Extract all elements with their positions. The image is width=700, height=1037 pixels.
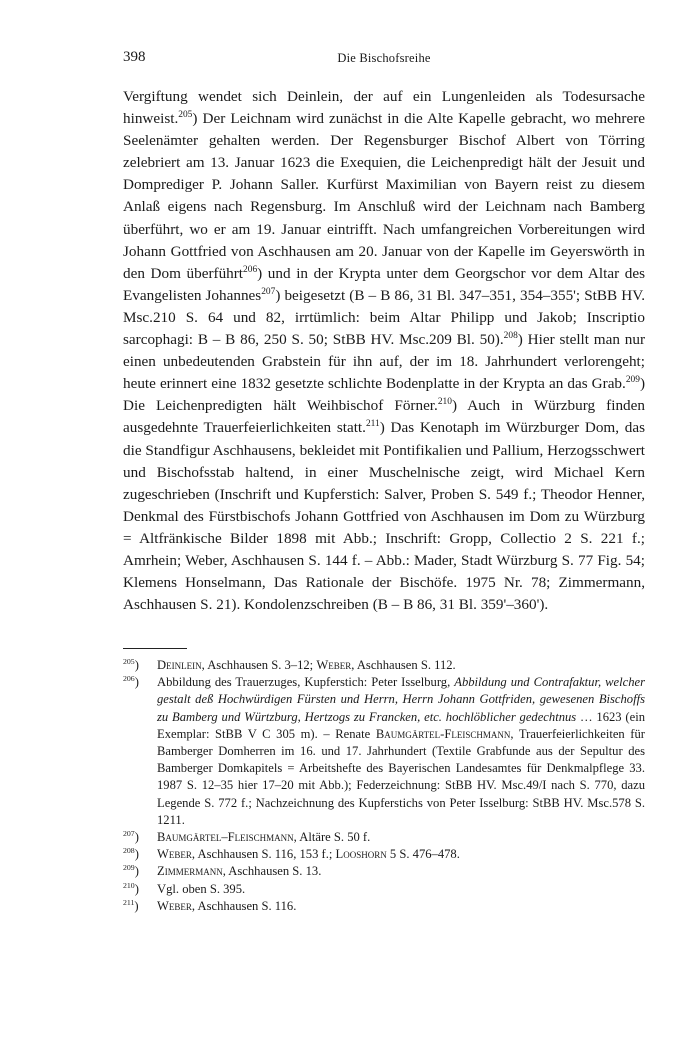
text-segment: ) Hier stellt man nur einen unbedeutenden Grabstein für ihn auf, der im 18. Jahrhundert verlorengeht; heute erinnert eine 1832 gesetzte schlichte Bodenplatte in der Krypta an das Grab. — [123, 331, 646, 393]
footnote-205 — [123, 657, 645, 674]
footnote-text: Abbildung des Trauerzuges, Kupferstich: Peter Isselburg, Abbildung und Contrafaktur, welcher gestalt deß Hochwürdigen Fürsten und Herrn, Herrn Johann Gottfriden, gewesenen Bischoffs zu Bamberg und Würtzburg, Hertzogs zu Francken, etc. hochlöblicher gedechtnus … 1623 (ein Exemplar: StBB V C 305 m). – Renate Baumgärtel-Fleischmann, Trauerfeierlichkeiten für Bamberger Domherren im 16. und 17. Jahrhundert (Textile Grabfunde aus der Sepultur des Bamberger Domkapitels = Arbeitshefte des Bayerischen Landesamtes für Denkmalpflege 33. 1987 S. 12–35 hier 17–20 mit Abb.); Federzeichnung: StBB HV. Msc.49/I nach S. 770, dazu Legende S. 772 f.; Nachzeichnung des Kupferstichs von Peter Isselburg: StBB HV. Msc.578 S. 1211. — [157, 675, 645, 827]
footnote-text: Deinlein, Aschhausen S. 3–12; Weber, Aschhausen S. 112. — [157, 658, 456, 672]
text-segment: ) Das Kenotaph im Würzburger Dom, das die Standfigur Aschhausens, bekleidet mit Pontifikalien und Pallium, Herzogsschwert und Bischofsstab haltend, in einer Muschelnische zeigt, wird Michael Kern zugeschrieben (Inschrift und Kupferstich: Salver, Proben S. 549 f.; Theodor Henner, Denkmal des Fürstbischofs Johann Gottfried von Aschhausen im Dom zu Würzburg = Altfränkische Bilder 1898 mit Abb.; Inschrift: Gropp, Collectio 2 S. 221 f.; Amrhein; Weber, Aschhausen S. 144 f. – Abb.: Mader, Stadt Würzburg S. 77 Fig. 54; Klemens Honselmann, Das Rationale der Bischöfe. 1975 Nr. 78; Zimmermann, Aschhausen S. 21). Kondolenzschreiben (B – B 86, 31 Bl. 359'–360'). — [123, 419, 645, 614]
footnote-number: $^{210}$) — [123, 880, 139, 896]
footnote-210 — [123, 881, 645, 898]
footnote-number: $^{209}$) — [123, 863, 139, 879]
footnote-ref-209[interactable]: 209 — [625, 375, 640, 386]
footnote-number: $^{208}$) — [123, 846, 139, 862]
footnote-206 — [123, 674, 645, 829]
footnote-209 — [123, 863, 645, 880]
main-text — [123, 86, 645, 616]
footnote-208 — [123, 846, 645, 863]
footnote-ref-207[interactable]: 207 — [261, 286, 276, 297]
footnote-number: $^{205}$) — [123, 656, 139, 672]
footnotes — [123, 657, 645, 915]
text-segment: ) beigesetzt (B – B 86, 31 Bl. 347–351, 354–355'; StBB HV. Msc.210 S. 64 und 82, irrtümlich: beim Altar Philipp und Jakob; Inscriptio sarcophagi: B – B 86, 250 S. 50; StBB HV. Msc.209 Bl. 50). — [123, 286, 646, 349]
text-segment: ) Die Leichenpredigten hält Weihbischof Förner. — [123, 375, 645, 415]
footnote-211 — [123, 898, 645, 915]
footnote-number: $^{211}$) — [123, 897, 139, 913]
text-segment: Vergiftung wendet sich Deinlein, der auf ein Lungenleiden als Todesursache hinweist. — [123, 88, 645, 128]
text-segment: ) Der Leichnam wird zunächst in die Alte Kapelle gebracht, wo mehrere Seelenämter gehalten werden. Der Regensburger Bischof Albert von Törring zelebriert am 13. Januar 1623 die Exequien, die Leichenpredigt hält der Jesuit und Domprediger P. Johann Saller. Kurfürst Maximilian von Bayern reist zu diesem Anlaß eigens nach Regensburg. Im Anschluß wird der Leichnam nach Bamberg überführt, wo er am 19. Januar eintrifft. Nach umfangreichen Vorbereitungen wird Johann Gottfried von Aschhausen am 20. Januar von der Kapelle im Geyerswörth in den Dom überführt — [123, 110, 645, 282]
footnote-ref-205[interactable]: 205 — [178, 110, 193, 121]
footnote-ref-208[interactable]: 208 — [503, 330, 518, 341]
footnote-text: Zimmermann, Aschhausen S. 13. — [157, 864, 322, 879]
footnote-number: $^{207}$) — [123, 828, 139, 845]
page-number: 398 — [123, 49, 146, 65]
footnote-text: Baumgärtel–Fleischmann, Altäre S. 50 f. — [157, 830, 371, 845]
footnote-text: Vgl. oben S. 395. — [157, 881, 246, 896]
footnote-text: Weber, Aschhausen S. 116, 153 f.; Looshorn 5 S. 476–478. — [157, 847, 460, 862]
footnote-ref-210[interactable]: 210 — [437, 397, 452, 408]
page-header — [123, 49, 645, 73]
footnote-ref-206[interactable]: 206 — [243, 264, 258, 275]
footnote-text: Weber, Aschhausen S. 116. — [157, 898, 297, 913]
footnote-divider — [123, 648, 187, 649]
text-segment: ) und in der Krypta unter dem Georgschor vor dem Altar des Evangelisten Johannes — [123, 264, 645, 304]
footnote-number: $^{206}$) — [123, 674, 139, 690]
running-head: Die Bischofsreihe — [337, 51, 431, 65]
footnote-ref-211[interactable]: 211 — [365, 419, 380, 430]
footnote-207 — [123, 829, 645, 846]
text-segment: ) Auch in Würzburg finden ausgedehnte Trauerfeierlichkeiten statt. — [123, 397, 645, 437]
